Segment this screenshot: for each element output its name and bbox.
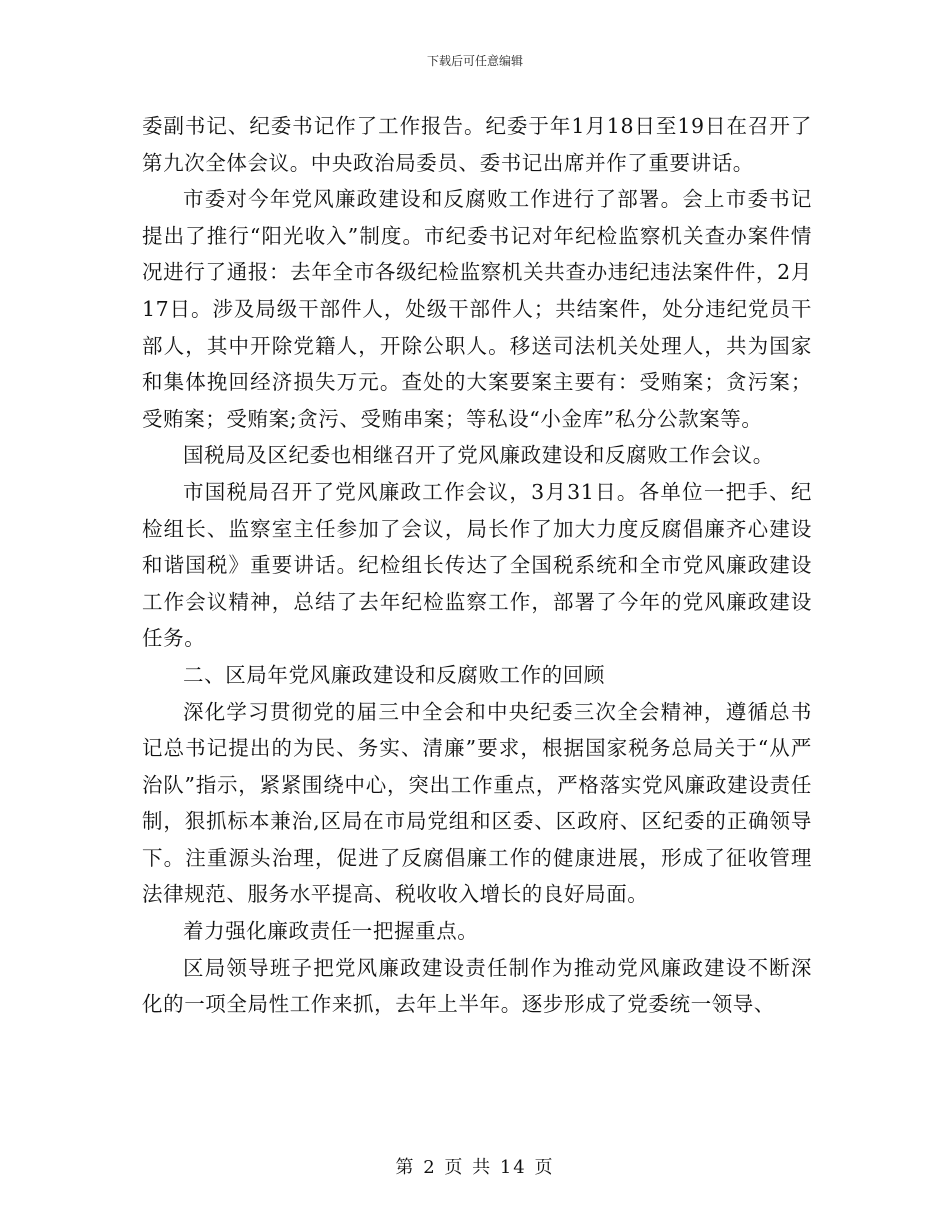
paragraph-6: 着力强化廉政责任一把握重点。 <box>183 919 479 944</box>
section-heading: 二、区局年党风廉政建设和反腐败工作的回顾 <box>183 662 605 687</box>
paragraph-3: 国税局及区纪委也相继召开了党风廉政建设和反腐败工作会议。 <box>183 443 774 468</box>
page-header: 下载后可任意编辑 <box>426 54 523 68</box>
paragraph-5: 深化学习贯彻党的届三中全会和中央纪委三次全会精神，遵循总书记总书记提出的为民、务实、清廉”要求，根据国家税务总局关于“从严治队”指示，紧紧围绕中心，突出工作重点，严格落实党风廉政建设责任制，狠抓标本兼治,区局在市局党组和区委、区政府、区纪委的正确领导下。注重源头治理，促进了反腐倡廉工作的健康进展，形成了征收管理法律规范、服务水平提高、税收收入增长的良好局面。 <box>142 699 812 907</box>
paragraph-7: 区局领导班子把党风廉政建设责任制作为推动党风廉政建设不断深化的一项全局性工作来抓，去年上半年。逐步形成了党委统一领导、 <box>142 955 812 1017</box>
paragraph-2: 市委对今年党风廉政建设和反腐败工作进行了部署。会上市委书记提出了推行“阳光收入”制度。市纪委书记对年纪检监察机关查办案件情况进行了通报：去年全市各级纪检监察机关共查办违纪违法案件件，2月17日。涉及局级干部件人，处级干部件人；共结案件，处分违纪党员干部人，其中开除党籍人，开除公职人。移送司法机关处理人，共为国家和集体挽回经济损失万元。查处的大案要案主要有：受贿案；贪污案；受贿案；受贿案;贪污、受贿串案；等私设“小金库”私分公款案等。 <box>142 187 812 431</box>
document-body <box>142 108 812 1023</box>
page-footer: 第 2 页 共 14 页 <box>395 1157 555 1178</box>
paragraph-1: 委副书记、纪委书记作了工作报告。纪委于年1月18日至19日在召开了第九次全体会议。中央政治局委员、委书记出席并作了重要讲话。 <box>142 114 812 175</box>
paragraph-4: 市国税局召开了党风廉政工作会议，3月31日。各单位一把手、纪检组长、监察室主任参加了会议，局长作了加大力度反腐倡廉齐心建设和谐国税》重要讲话。纪检组长传达了全国税系统和全市党风廉政建设工作会议精神，总结了去年纪检监察工作，部署了今年的党风廉政建设任务。 <box>142 479 812 651</box>
